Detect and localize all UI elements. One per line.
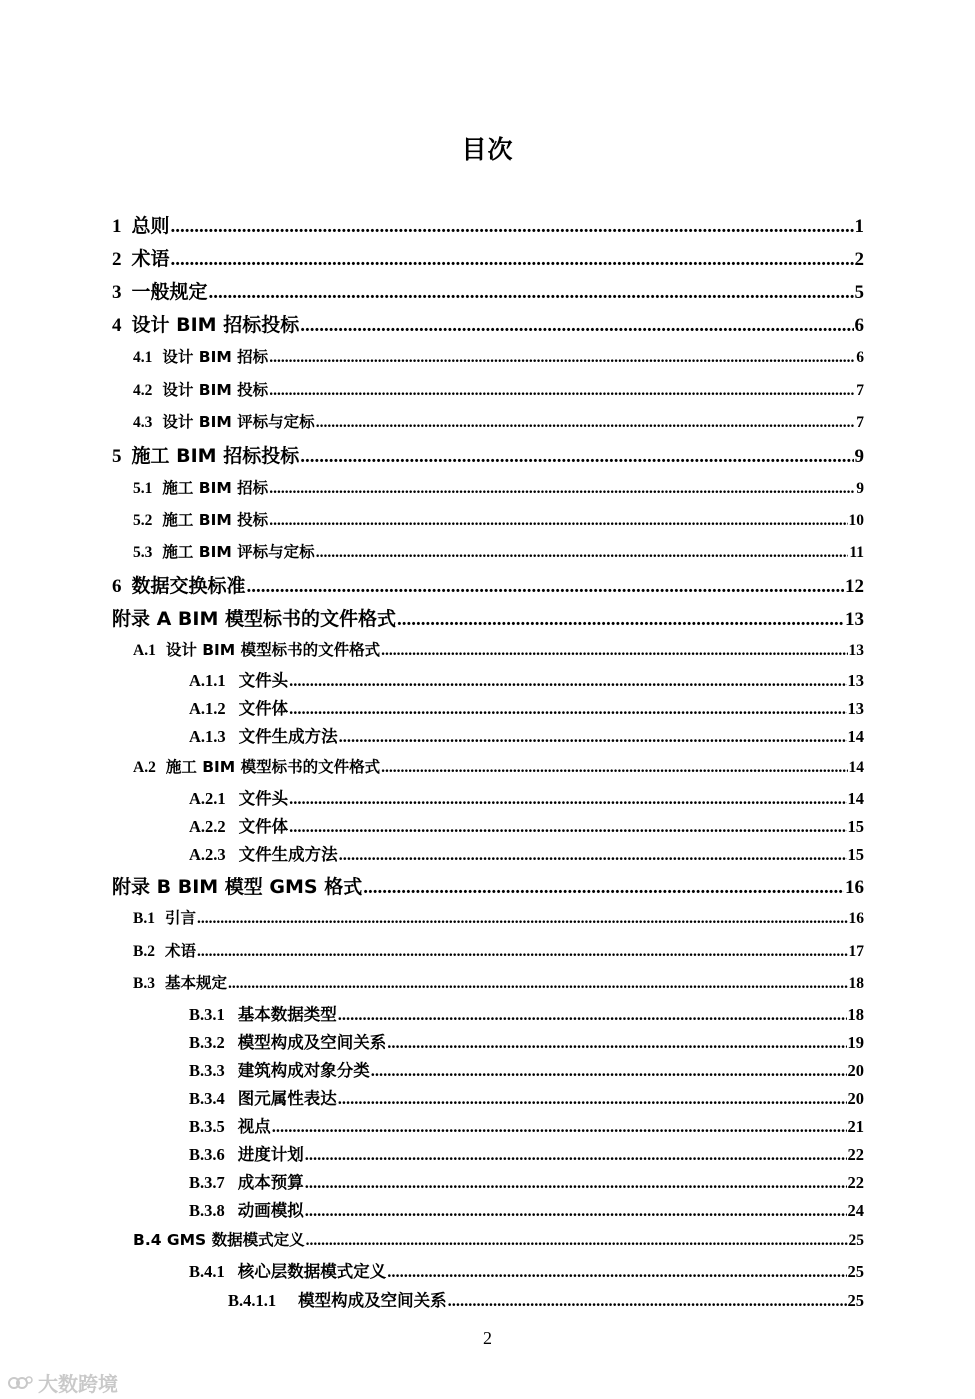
toc-entry[interactable] — [112, 277, 864, 304]
toc-entry-number: B.4.1.1 — [228, 1291, 277, 1310]
toc-entry-page: 16 — [848, 910, 864, 927]
toc-leader-dots — [228, 975, 848, 993]
toc-entry-page: 25 — [847, 1262, 864, 1281]
toc-leader-dots — [171, 249, 854, 271]
toc-entry-label: 视点 — [237, 1117, 271, 1136]
toc-entry-page: 13 — [848, 642, 864, 659]
toc-entry[interactable] — [133, 1228, 864, 1250]
toc-entry-number: 4.3 — [133, 414, 153, 431]
toc-entry-number: 3 — [112, 282, 122, 303]
toc-leader-dots — [339, 727, 847, 747]
toc-leader-dots — [305, 1145, 847, 1165]
toc-entry-page: 14 — [848, 759, 864, 776]
toc-entry-page: 6 — [854, 315, 864, 336]
toc-entry-label: 文件体 — [238, 699, 289, 718]
toc-entry-label: 术语 — [131, 248, 170, 270]
toc-leader-dots — [300, 446, 853, 468]
toc-entry-number: B.3.3 — [189, 1061, 225, 1080]
toc-entry-label: 施工 BIM 招标投标 — [131, 445, 300, 467]
toc-entry-label: 设计 BIM 模型标书的文件格式 — [165, 641, 381, 659]
toc-leader-dots — [209, 282, 854, 304]
toc-entry-label: 施工 BIM 模型标书的文件格式 — [165, 758, 381, 776]
toc-entry[interactable] — [189, 813, 864, 837]
toc-entry[interactable] — [189, 695, 864, 719]
toc-entry-page: 14 — [847, 727, 864, 746]
toc-entry-label: 文件头 — [238, 789, 289, 808]
toc-leader-dots — [363, 877, 844, 899]
toc-entry-number: A.1.3 — [189, 727, 226, 746]
toc-entry[interactable] — [189, 1169, 864, 1193]
toc-entry[interactable] — [133, 971, 864, 993]
toc-entry-label: 一般规定 — [131, 281, 208, 303]
toc-leader-dots — [269, 382, 855, 400]
toc-entry-number: 4.2 — [133, 382, 153, 399]
toc-entry-label: 图元属性表达 — [237, 1089, 337, 1108]
toc-entry-page: 22 — [847, 1145, 864, 1164]
toc-entry-number: A.1 — [133, 642, 156, 659]
toc-entry-number: A.1.2 — [189, 699, 226, 718]
toc-entry[interactable] — [133, 378, 864, 400]
toc-entry-number: B.3.4 — [189, 1089, 225, 1108]
toc-leader-dots — [289, 671, 846, 691]
toc-entry[interactable] — [228, 1287, 864, 1311]
toc-entry[interactable] — [112, 604, 864, 631]
toc-entry-page: 22 — [847, 1173, 864, 1192]
toc-entry-label: 施工 BIM 投标 — [162, 511, 269, 529]
toc-leader-dots — [339, 845, 847, 865]
toc-entry[interactable] — [189, 723, 864, 747]
toc-entry-label: 核心层数据模式定义 — [237, 1262, 387, 1281]
toc-entry-page: 18 — [848, 975, 864, 992]
toc-entry-page: 7 — [856, 382, 864, 399]
toc-entry[interactable] — [189, 1197, 864, 1221]
toc-entry[interactable] — [133, 345, 864, 367]
toc-entry-page: 2 — [854, 249, 864, 270]
toc-leader-dots — [305, 1201, 847, 1221]
toc-entry-label: 施工 BIM 招标 — [162, 479, 269, 497]
toc-entry-page: 1 — [854, 216, 864, 237]
toc-leader-dots — [448, 1291, 847, 1311]
toc-entry-page: 7 — [856, 414, 864, 431]
toc-entry[interactable] — [133, 540, 864, 562]
toc-entry-page: 20 — [847, 1089, 864, 1108]
toc-entry-number: A.2.1 — [189, 789, 226, 808]
toc-leader-dots — [316, 544, 849, 562]
toc-leader-dots — [381, 642, 847, 660]
toc-entry[interactable] — [133, 638, 864, 660]
toc-entry-label: 动画模拟 — [237, 1201, 304, 1220]
toc-entry-number: B.3.8 — [189, 1201, 225, 1220]
toc-entry-label: 进度计划 — [237, 1145, 304, 1164]
toc-entry-label: 模型构成及空间关系 — [237, 1033, 387, 1052]
toc-entry-page: 20 — [847, 1061, 864, 1080]
toc-leader-dots — [269, 349, 855, 367]
toc-entry-page: 16 — [845, 877, 864, 898]
toc-entry-page: 6 — [856, 349, 864, 366]
toc-entry-number: A.2.3 — [189, 845, 226, 864]
toc-entry-label: 施工 BIM 评标与定标 — [162, 543, 315, 561]
toc-entry[interactable] — [189, 1001, 864, 1025]
toc-entry-page: 13 — [845, 609, 864, 630]
toc-entry-number: 6 — [112, 576, 122, 597]
toc-entry-label: 模型构成及空间关系 — [298, 1291, 447, 1310]
page-number: 2 — [483, 1328, 492, 1348]
toc-leader-dots — [338, 1005, 847, 1025]
toc-entry-number: 1 — [112, 216, 122, 237]
toc-entry-page: 15 — [847, 845, 864, 864]
toc-entry-page: 25 — [847, 1291, 864, 1310]
toc-entry-page: 13 — [847, 671, 864, 690]
watermark — [8, 1368, 118, 1397]
toc-entry[interactable] — [112, 310, 864, 337]
toc-entry-label: 引言 — [164, 909, 196, 927]
toc-entry-number: 4 — [112, 315, 122, 336]
toc-entry-page: 19 — [847, 1033, 864, 1052]
toc-entry[interactable] — [112, 441, 864, 468]
toc-entry[interactable] — [189, 1029, 864, 1053]
toc-entry[interactable] — [133, 410, 864, 432]
toc-entry-number: 5.1 — [133, 480, 153, 497]
toc-entry[interactable] — [112, 872, 864, 899]
toc-leader-dots — [197, 910, 848, 928]
toc-entry[interactable] — [133, 755, 864, 777]
toc-entry-number: A.2.2 — [189, 817, 226, 836]
toc-leader-dots — [397, 609, 844, 631]
toc-entry-label: 文件体 — [238, 817, 289, 836]
toc-entry[interactable] — [189, 1085, 864, 1109]
toc-entry-number: B.3.5 — [189, 1117, 225, 1136]
toc-leader-dots — [387, 1033, 846, 1053]
toc-entry-page: 9 — [854, 446, 864, 467]
toc-entry-page: 24 — [847, 1201, 864, 1220]
toc-entry-number: B.4.1 — [189, 1262, 225, 1281]
toc-entry[interactable] — [133, 476, 864, 498]
toc-entry-number: A.2 — [133, 759, 156, 776]
toc-entry-page: 15 — [847, 817, 864, 836]
toc-leader-dots — [381, 759, 847, 777]
toc-leader-dots — [272, 1117, 847, 1137]
toc-entry-label: 术语 — [164, 942, 196, 960]
toc-leader-dots — [300, 315, 853, 337]
toc-entry-label: 基本数据类型 — [237, 1005, 337, 1024]
toc-entry-page: 12 — [845, 576, 864, 597]
toc-entry-page: 9 — [856, 480, 864, 497]
watermark-text: 大数跨境 — [38, 1372, 118, 1396]
toc-entry-page: 17 — [848, 943, 864, 960]
toc-entry[interactable] — [112, 571, 864, 598]
toc-entry-page: 21 — [847, 1117, 864, 1136]
toc-entry-page: 13 — [847, 699, 864, 718]
toc-entry-label: 设计 BIM 投标 — [162, 381, 269, 399]
toc-entry-label: 附录 B BIM 模型 GMS 格式 — [112, 876, 363, 898]
toc-leader-dots — [269, 480, 855, 498]
toc-entry-number: 5.3 — [133, 544, 153, 561]
toc-leader-dots — [247, 576, 844, 598]
toc-entry-page: 10 — [848, 512, 864, 529]
toc-entry-label: 数据交换标准 — [131, 575, 246, 597]
toc-entry[interactable] — [189, 1057, 864, 1081]
toc-entry-number: 2 — [112, 249, 122, 270]
toc-entry-number: 5 — [112, 446, 122, 467]
toc-leader-dots — [197, 943, 848, 961]
toc-entry-label: 附录 A BIM 模型标书的文件格式 — [112, 608, 397, 630]
toc-entry-number: B.1 — [133, 910, 155, 927]
toc-entry[interactable] — [133, 906, 864, 928]
toc-entry-label: 建筑构成对象分类 — [237, 1061, 370, 1080]
toc-entry-number: B.3.1 — [189, 1005, 225, 1024]
toc-entry-label: 设计 BIM 招标 — [162, 348, 269, 366]
toc-entry[interactable] — [112, 244, 864, 271]
toc-leader-dots — [305, 1173, 847, 1193]
toc-entry[interactable] — [189, 1113, 864, 1137]
toc-entry-label: 文件生成方法 — [238, 845, 338, 864]
toc-leader-dots — [387, 1262, 846, 1282]
toc-entry-page: 11 — [849, 544, 864, 561]
toc-leader-dots — [338, 1089, 847, 1109]
toc-entry-label: 设计 BIM 评标与定标 — [162, 413, 315, 431]
toc-leader-dots — [306, 1232, 848, 1250]
toc-entry-number: 4.1 — [133, 349, 153, 366]
toc-leader-dots — [371, 1061, 847, 1081]
toc-entry-label: 文件生成方法 — [238, 727, 338, 746]
toc-entry[interactable] — [112, 211, 864, 238]
toc-entry-label: 文件头 — [238, 671, 289, 690]
toc-leader-dots — [269, 512, 847, 530]
toc-entry-label: 基本规定 — [164, 974, 227, 992]
toc-entry[interactable] — [189, 1258, 864, 1282]
toc-leader-dots — [289, 699, 846, 719]
toc-entry-page: 5 — [854, 282, 864, 303]
toc-entry[interactable] — [189, 785, 864, 809]
toc-entry[interactable] — [189, 1141, 864, 1165]
toc-entry-number: B.3 — [133, 975, 155, 992]
toc-entry[interactable] — [189, 841, 864, 865]
watermark-logo-icon — [8, 1374, 34, 1392]
page-title: 目次 — [461, 135, 514, 164]
toc-entry-label: B.4 GMS 数据模式定义 — [133, 1231, 305, 1249]
toc-entry-number: A.1.1 — [189, 671, 226, 690]
toc-leader-dots — [316, 414, 856, 432]
toc-entry[interactable] — [133, 939, 864, 961]
toc-entry-page: 14 — [847, 789, 864, 808]
toc-entry-page: 18 — [847, 1005, 864, 1024]
toc-leader-dots — [171, 216, 854, 238]
toc-entry-label: 设计 BIM 招标投标 — [131, 314, 300, 336]
toc-entry-number: 5.2 — [133, 512, 153, 529]
toc-entry-number: B.3.6 — [189, 1145, 225, 1164]
toc-entry[interactable] — [133, 508, 864, 530]
toc-leader-dots — [289, 789, 846, 809]
toc-entry[interactable] — [189, 667, 864, 691]
toc-entry-label: 总则 — [131, 215, 170, 237]
toc-entry-label: 成本预算 — [237, 1173, 304, 1192]
toc-entry-number: B.3.2 — [189, 1033, 225, 1052]
toc-leader-dots — [289, 817, 846, 837]
toc-entry-number: B.3.7 — [189, 1173, 225, 1192]
toc-entry-number: B.2 — [133, 943, 155, 960]
toc-entry-page: 25 — [848, 1232, 864, 1249]
